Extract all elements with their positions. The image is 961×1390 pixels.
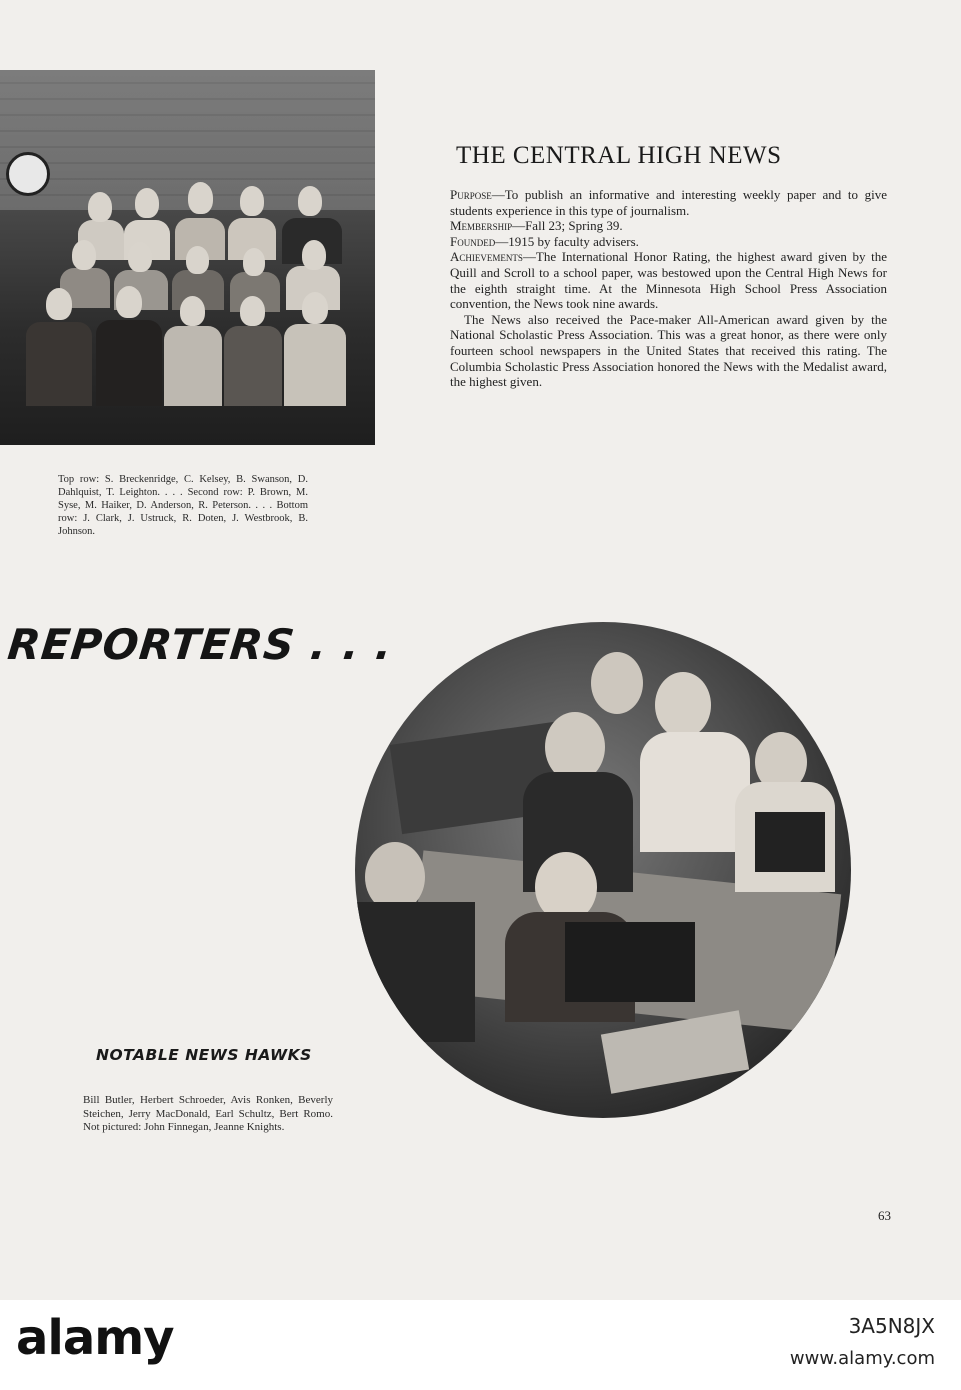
founded-label: Founded — [450, 233, 496, 249]
page-number: 63 — [878, 1208, 891, 1223]
brick-wall — [0, 70, 375, 210]
purpose-paragraph — [450, 187, 887, 218]
membership-label: Membership — [450, 218, 513, 234]
purpose-text: —To publish an informative and interesting weekly paper and to give students experience in this type of journalism. — [450, 187, 887, 218]
achievements-label: Achievements — [450, 249, 523, 265]
membership-paragraph — [450, 218, 887, 234]
article-body — [450, 187, 887, 390]
newsroom-photo — [355, 622, 851, 1118]
founded-text: —1915 by faculty advisers. — [495, 233, 639, 249]
achievements-paragraph — [450, 249, 887, 311]
stock-footer — [0, 1300, 961, 1390]
notable-news-hawks-heading: NOTABLE NEWS HAWKS — [96, 1046, 312, 1064]
awards-paragraph: The News also received the Pace-maker All-American award given by the National Scholastic Press Association. This was a great honor, as there were only fourteen school newspapers in the United States that received this rating. The Columbia Scholastic Press Association honored the News with the Medalist award, the highest given. — [450, 311, 887, 390]
alamy-logo: alamy — [16, 1310, 174, 1366]
image-id: 3A5N8JX — [848, 1314, 935, 1338]
group-photo — [0, 70, 375, 445]
reporters-caption: Bill Butler, Herbert Schroeder, Avis Ronken, Beverly Steichen, Jerry MacDonald, Earl Schultz, Bert Romo. Not pictured: John Finnegan, Jeanne Knights. — [83, 1094, 333, 1133]
wall-clock — [6, 152, 50, 196]
footer-url: www.alamy.com — [789, 1348, 935, 1369]
achievements-text: —The International Honor Rating, the highest award given by the Quill and Scroll to a school paper, was bestowed upon the Central High News for the eighth straight time. At the Minnesota High School Press Association convention, the News took nine awards. — [450, 249, 887, 312]
founded-paragraph — [450, 234, 887, 250]
reporters-heading: REPORTERS . . . — [5, 620, 396, 669]
purpose-label: Purpose — [450, 187, 492, 202]
membership-text: —Fall 23; Spring 39. — [512, 218, 623, 234]
article-title: THE CENTRAL HIGH NEWS — [456, 142, 782, 169]
group-photo-caption: Top row: S. Breckenridge, C. Kelsey, B. Swanson, D. Dahlquist, T. Leighton. . . . Second row: P. Brown, M. Syse, M. Haiker, D. Anderson, R. Peterson. . . . Bottom row: J. Clark, J. Ustruck, R. Doten, J. Westbrook, B. Johnson. — [58, 473, 308, 537]
